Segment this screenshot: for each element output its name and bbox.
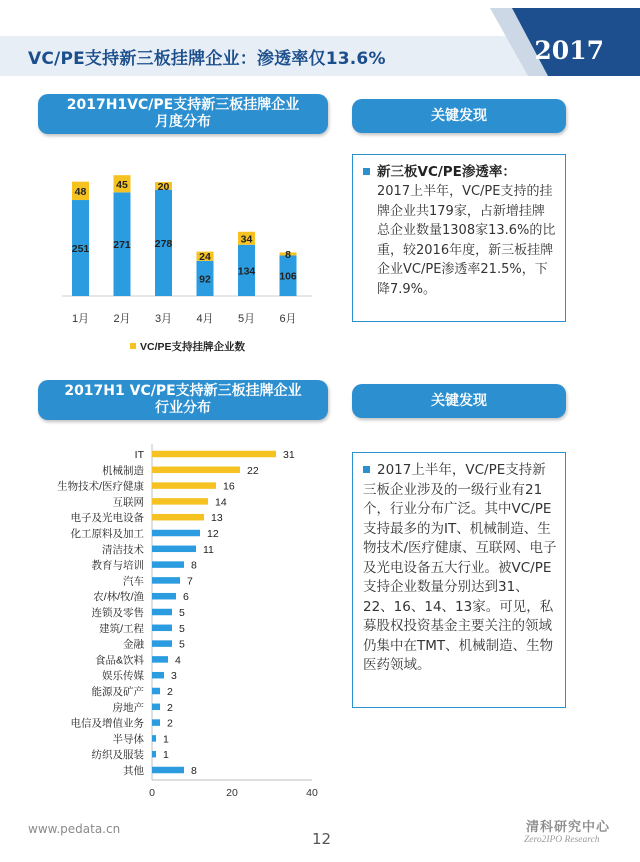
finding-text-2: 2017上半年，VC/PE支持新三板企业涉及的一级行业有21个，行业分布广泛。其中VC/PE支持最多的为IT、机械制造、生物技术/医疗健康、互联网、电子及光电设备五大行业。被VC/PE支持企业数量分别达到31、22、16、14、13家。可见，私募股权投资基金主要关注的领域仍集中在TMT、机械制造、生物医药领域。 — [363, 462, 557, 673]
bar-value-label: 11 — [203, 543, 214, 556]
x-tick-label: 1月 — [71, 313, 90, 325]
category-label: 纺织及服装 — [91, 749, 144, 762]
bar-value-label: 5 — [179, 638, 185, 651]
bar-value-label: 5 — [179, 607, 185, 619]
category-label: 汽车 — [123, 575, 144, 588]
bar-value-label: 2 — [167, 686, 173, 698]
bar-value-label: 22 — [247, 464, 259, 477]
bar-value-label: 3 — [171, 670, 177, 683]
industry-distribution-chart — [30, 430, 330, 800]
category-label: 娱乐传媒 — [102, 670, 144, 683]
category-label: 食品&饮料 — [94, 654, 144, 667]
key-findings-box-1 — [352, 154, 566, 322]
bullet-icon — [363, 466, 370, 473]
industry-bar — [152, 688, 160, 695]
bar-value-label: 251 — [71, 243, 90, 256]
category-label: 能源及矿产 — [91, 686, 144, 698]
bar-value-label: 20 — [157, 180, 170, 193]
bullet-icon — [363, 168, 370, 175]
industry-bar — [152, 640, 172, 647]
industry-bar — [152, 577, 180, 584]
year-label: 2017 — [534, 36, 604, 65]
finding-text-1: 2017上半年，VC/PE支持的挂牌企业共179家，占新增挂牌总企业数量1308家13.6%的比重，较2016年度，新三板挂牌企业VC/PE渗透率21.5%，下降7.9%。 — [377, 184, 556, 297]
category-label: 生物技术/医疗健康 — [57, 480, 144, 493]
zero2ipo-logo-text: 清科研究中心 — [526, 820, 611, 835]
industry-bar — [152, 498, 208, 505]
industry-bar — [152, 609, 172, 616]
industry-chart-title — [38, 380, 328, 420]
category-label: 教育与培训 — [91, 559, 144, 572]
category-label: 清洁技术 — [102, 543, 144, 556]
category-label: 电子及光电设备 — [70, 512, 144, 525]
monthly-distribution-chart — [60, 150, 328, 365]
key-findings-label-1: 关键发现 — [431, 107, 487, 124]
category-label: IT — [134, 449, 144, 461]
bar-value-label: 278 — [154, 237, 173, 250]
bar-value-label: 13 — [211, 512, 223, 525]
bar-value-label: 134 — [237, 265, 256, 278]
bar-value-label: 1 — [163, 733, 169, 746]
bar-value-label: 34 — [240, 233, 253, 246]
category-label: 互联网 — [112, 496, 144, 509]
industry-bar — [152, 482, 216, 489]
bar-value-label: 2 — [167, 701, 173, 714]
industry-bar — [152, 451, 276, 458]
x-tick-label: 4月 — [196, 313, 214, 325]
category-label: 农/林/牧/渔 — [93, 591, 144, 604]
bar-value-label: 31 — [283, 449, 295, 461]
industry-bar — [152, 593, 176, 600]
legend-swatch — [130, 343, 136, 349]
bar-value-label: 45 — [116, 178, 128, 191]
x-tick-label: 0 — [149, 787, 155, 799]
key-findings-box-2 — [352, 452, 566, 708]
bar-value-label: 5 — [179, 622, 185, 635]
industry-chart-title-line1: 2017H1 VC/PE支持新三板挂牌企业 — [64, 383, 302, 399]
bar-value-label: 12 — [207, 528, 219, 540]
category-label: 电信及增值业务 — [70, 717, 144, 730]
x-tick-label: 5月 — [237, 313, 256, 325]
bar-value-label: 8 — [191, 765, 197, 777]
bar-value-label: 8 — [191, 559, 197, 572]
x-tick-label: 20 — [226, 787, 238, 799]
key-findings-header-1 — [352, 99, 566, 133]
legend-label: VC/PE支持挂牌企业数 — [140, 341, 246, 353]
industry-bar — [152, 672, 164, 679]
bar-value-label: 2 — [167, 717, 173, 730]
industry-bar — [152, 514, 204, 521]
monthly-chart-title-line1: 2017H1VC/PE支持新三板挂牌企业 — [66, 97, 300, 113]
category-label: 房地产 — [112, 701, 144, 714]
category-label: 连锁及零售 — [91, 607, 144, 619]
page-title: VC/PE支持新三板挂牌企业：渗透率仅13.6% — [28, 49, 386, 69]
key-findings-header-2 — [352, 384, 566, 418]
bar-value-label: 8 — [285, 248, 291, 261]
zero2ipo-logo-subtitle: Zero2IPO Research — [524, 835, 600, 845]
industry-bar — [152, 546, 196, 553]
bar-value-label: 106 — [279, 270, 297, 283]
bar-value-label: 1 — [163, 749, 169, 762]
monthly-chart-title-line2: 月度分布 — [155, 114, 211, 130]
bar-value-label: 92 — [199, 273, 211, 286]
finding-heading: 新三板VC/PE渗透率： — [377, 164, 516, 180]
category-label: 金融 — [123, 638, 144, 651]
industry-bar — [152, 751, 156, 758]
category-label: 机械制造 — [102, 464, 144, 477]
bar-value-label: 48 — [74, 185, 87, 198]
bar-value-label: 7 — [187, 575, 193, 588]
x-tick-label: 6月 — [279, 313, 297, 325]
key-findings-label-2: 关键发现 — [431, 392, 487, 409]
bar-value-label: 24 — [199, 251, 211, 264]
industry-bar — [152, 530, 200, 537]
x-tick-label: 40 — [306, 787, 318, 799]
category-label: 其他 — [123, 765, 144, 777]
industry-chart-title-line2: 行业分布 — [155, 400, 211, 416]
category-label: 建筑/工程 — [99, 622, 144, 635]
bar-value-label: 6 — [183, 591, 189, 604]
industry-bar — [152, 767, 184, 774]
bar-value-label: 271 — [113, 239, 131, 252]
industry-bar — [152, 656, 168, 663]
industry-bar — [152, 467, 240, 474]
bar-value-label: 4 — [175, 654, 181, 667]
monthly-chart-title — [38, 94, 328, 134]
footer-url: www.pedata.cn — [28, 822, 121, 836]
industry-bar — [152, 561, 184, 568]
industry-bar — [152, 719, 160, 726]
x-tick-label: 3月 — [154, 313, 173, 325]
bar-value-label: 16 — [223, 480, 235, 493]
industry-bar — [152, 704, 160, 711]
category-label: 半导体 — [112, 733, 144, 746]
industry-bar — [152, 735, 156, 742]
x-tick-label: 2月 — [113, 313, 131, 325]
industry-bar — [152, 625, 172, 632]
category-label: 化工原料及加工 — [70, 528, 144, 540]
page-number: 12 — [312, 830, 332, 848]
bar-value-label: 14 — [215, 496, 227, 509]
